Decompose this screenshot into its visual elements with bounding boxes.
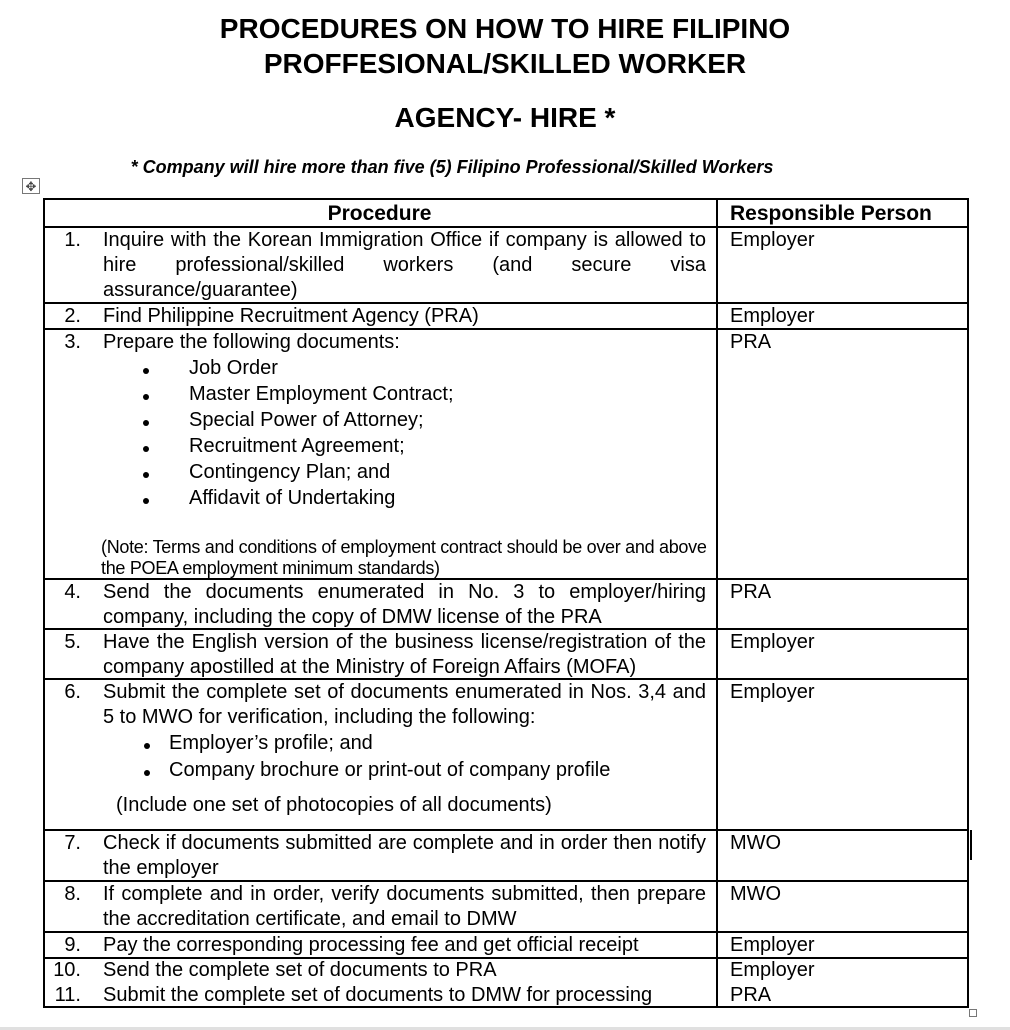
row-number: 9. — [64, 934, 81, 956]
table-move-handle-icon[interactable]: ✥ — [22, 178, 40, 194]
row-number: 11. — [54, 984, 81, 1006]
row-procedure-text: Send the complete set of documents to PRA — [103, 959, 497, 981]
list-item: Special Power of Attorney; — [189, 409, 424, 431]
row-responsible: PRA — [730, 581, 772, 603]
row-number: 4. — [64, 581, 81, 603]
row-number: 8. — [64, 883, 81, 905]
bullet-icon — [144, 770, 150, 776]
header-procedure: Procedure — [327, 202, 432, 225]
row-procedure-text: Pay the corresponding processing fee and get official receipt — [103, 934, 639, 956]
bullet-icon — [143, 368, 149, 374]
row-note: (Include one set of photocopies of all documents) — [116, 794, 552, 816]
table-resize-handle[interactable] — [969, 1009, 977, 1017]
row-responsible: Employer — [730, 959, 815, 981]
row-procedure-text: Have the English version of the business license/registration of the company apostilled at the Ministry of Foreign Affairs (MOFA) — [103, 631, 706, 678]
list-item: Employer’s profile; and — [169, 732, 373, 754]
row-procedure-text: Find Philippine Recruitment Agency (PRA) — [103, 305, 479, 327]
row-responsible: MWO — [730, 883, 782, 905]
bullet-icon — [143, 498, 149, 504]
subtitle-note: * Company will hire more than five (5) Filipino Professional/Skilled Workers — [130, 157, 774, 177]
table-border-right — [967, 198, 969, 1008]
row-responsible: Employer — [730, 229, 815, 251]
row-number: 5. — [64, 631, 81, 653]
row-procedure-text: Check if documents submitted are complete and in order then notify the employer — [103, 832, 706, 879]
bullet-icon — [143, 420, 149, 426]
list-item: Job Order — [189, 357, 278, 379]
row-responsible: Employer — [730, 934, 815, 956]
row-number: 7. — [64, 832, 81, 854]
list-item: Affidavit of Undertaking — [189, 487, 396, 509]
title-line-2: PROFFESIONAL/SKILLED WORKER — [263, 48, 747, 79]
bullet-icon — [143, 394, 149, 400]
list-item: Company brochure or print-out of company profile — [169, 759, 611, 781]
header-responsible-person: Responsible Person — [730, 202, 932, 225]
bullet-icon — [143, 446, 149, 452]
row-procedure-text: Prepare the following documents: — [103, 331, 400, 353]
list-item: Recruitment Agreement; — [189, 435, 405, 457]
row-responsible: MWO — [730, 832, 782, 854]
bullet-icon — [143, 472, 149, 478]
row-responsible: PRA — [730, 984, 772, 1006]
bullet-icon — [144, 743, 150, 749]
title-line-3: AGENCY- HIRE * — [394, 102, 616, 133]
row-number: 2. — [64, 305, 81, 327]
row-procedure-text: Send the documents enumerated in No. 3 to employer/hiring company, including the copy of DMW license of the PRA — [103, 581, 706, 628]
row-responsible: Employer — [730, 305, 815, 327]
row-number: 1. — [64, 229, 81, 251]
list-item: Contingency Plan; and — [189, 461, 391, 483]
row-note: (Note: Terms and conditions of employment contract should be over and above the POEA employment minimum standards) — [101, 537, 707, 578]
row-procedure-text: If complete and in order, verify documents submitted, then prepare the accreditation certificate, and email to DMW — [103, 883, 706, 930]
text-cursor — [970, 830, 972, 860]
row-procedure-text: Inquire with the Korean Immigration Office if company is allowed to hire professional/skilled workers (and secure visa assurance/guarantee) — [103, 229, 706, 301]
title-line-1: PROCEDURES ON HOW TO HIRE FILIPINO — [219, 13, 791, 44]
list-item: Master Employment Contract; — [189, 383, 454, 405]
row-number: 3. — [64, 331, 81, 353]
row-procedure-text: Submit the complete set of documents enumerated in Nos. 3,4 and 5 to MWO for verification, including the following: — [103, 681, 706, 728]
row-responsible: Employer — [730, 631, 815, 653]
table-column-divider — [716, 198, 718, 1008]
row-responsible: PRA — [730, 331, 772, 353]
row-procedure-text: Submit the complete set of documents to DMW for processing — [103, 984, 653, 1006]
row-number: 10. — [53, 959, 81, 981]
row-responsible: Employer — [730, 681, 815, 703]
row-number: 6. — [64, 681, 81, 703]
